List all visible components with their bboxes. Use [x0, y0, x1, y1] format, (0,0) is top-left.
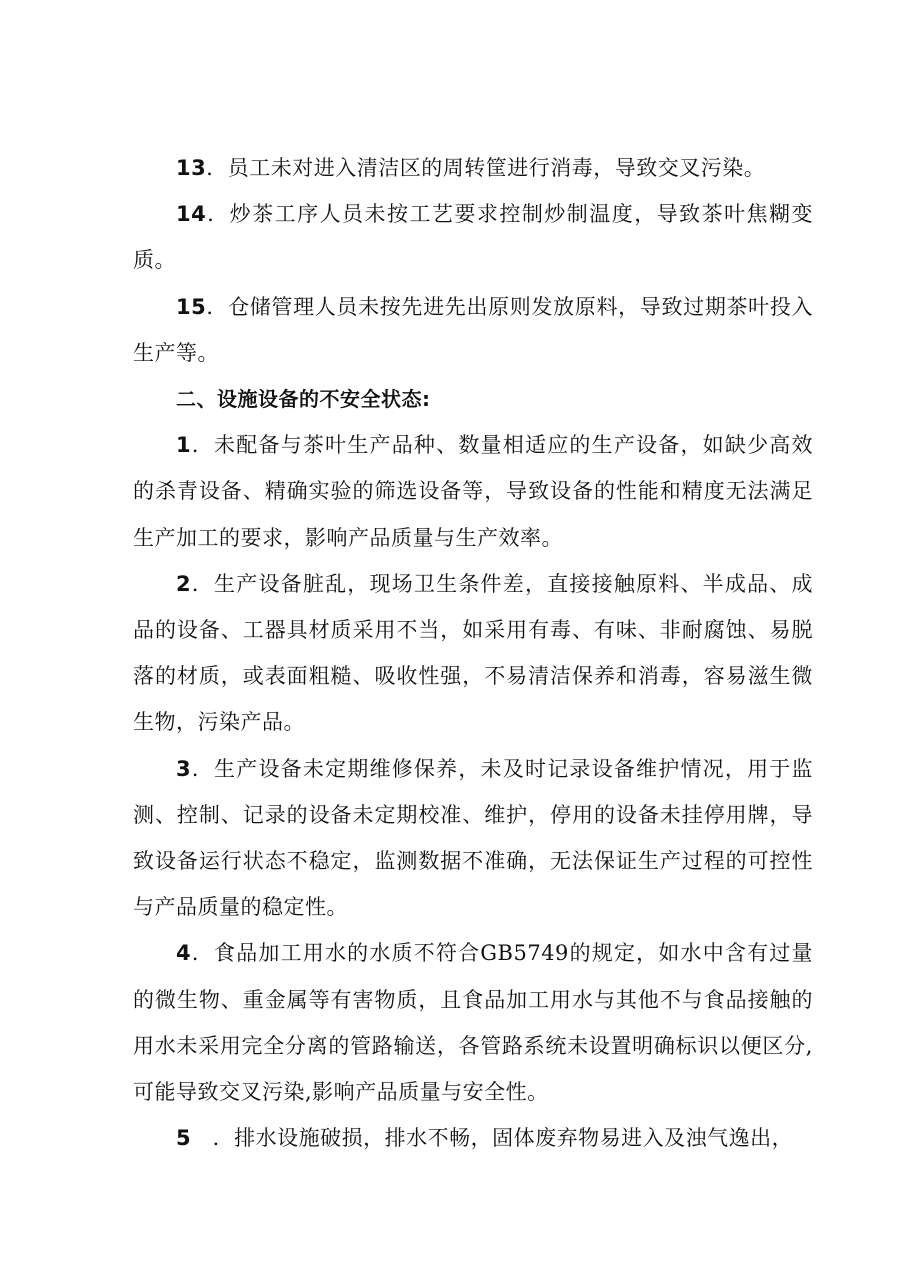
paragraph-4: [133, 930, 813, 1115]
paragraph-3: [133, 746, 813, 931]
paragraph-text: ．生产设备脏乱，现场卫生条件差，直接接触原料、半成品、成品的设备、工器具材质采用不当，如采用有毒、有味、非耐腐蚀、易脱落的材质，或表面粗糙、吸收性强，不易清洁保养和消毒，容易滋生微生物，污染产品。: [133, 571, 813, 735]
paragraph-2: [133, 561, 813, 746]
paragraph-1: [133, 422, 813, 561]
paragraph-15: [133, 284, 813, 376]
paragraph-text: ．生产设备未定期维修保养，未及时记录设备维护情况，用于监测、控制、记录的设备未定期校准、维护，停用的设备未挂停用牌，导致设备运行状态不稳定，监测数据不准确，无法保证生产过程的可控性与产品质量的稳定性。: [133, 756, 813, 920]
paragraph-text: ．未配备与茶叶生产品种、数量相适应的生产设备，如缺少高效的杀青设备、精确实验的筛选设备等，导致设备的性能和精度无法满足生产加工的要求，影响产品质量与生产效率。: [133, 433, 813, 550]
paragraph-13: [133, 145, 813, 191]
paragraph-text: ．炒茶工序人员未按工艺要求控制炒制温度，导致茶叶焦糊变质。: [133, 202, 813, 273]
paragraph-number: 1: [176, 433, 192, 458]
paragraph-14: [133, 191, 813, 283]
paragraph-text: ．食品加工用水的水质不符合GB5749的规定，如水中含有过量的微生物、重金属等有害物质，且食品加工用水与其他不与食品接触的用水未采用完全分离的管路输送，各管路系统未设置明确标识以便区分,可能导致交叉污染,影响产品质量与安全性。: [133, 941, 813, 1105]
paragraph-number: 4: [176, 941, 192, 966]
paragraph-number: 14: [176, 202, 207, 227]
document-body: [133, 145, 813, 1161]
paragraph-number: 3: [176, 756, 192, 781]
paragraph-number: 2: [176, 571, 192, 596]
paragraph-number: 5: [176, 1126, 192, 1151]
section-heading: 二、设施设备的不安全状态:: [176, 387, 431, 412]
paragraph-number: 15: [176, 294, 207, 319]
paragraph-text: ．仓储管理人员未按先进先出原则发放原料，导致过期茶叶投入生产等。: [133, 294, 813, 365]
paragraph-text: ．排水设施破损，排水不畅，固体废弃物易进入及浊气逸出，: [191, 1126, 794, 1151]
paragraph-text: ．员工未对进入清洁区的周转筐进行消毒，导致交叉污染。: [206, 156, 766, 180]
paragraph-number: 13: [176, 156, 207, 180]
paragraph-5: [133, 1115, 813, 1161]
